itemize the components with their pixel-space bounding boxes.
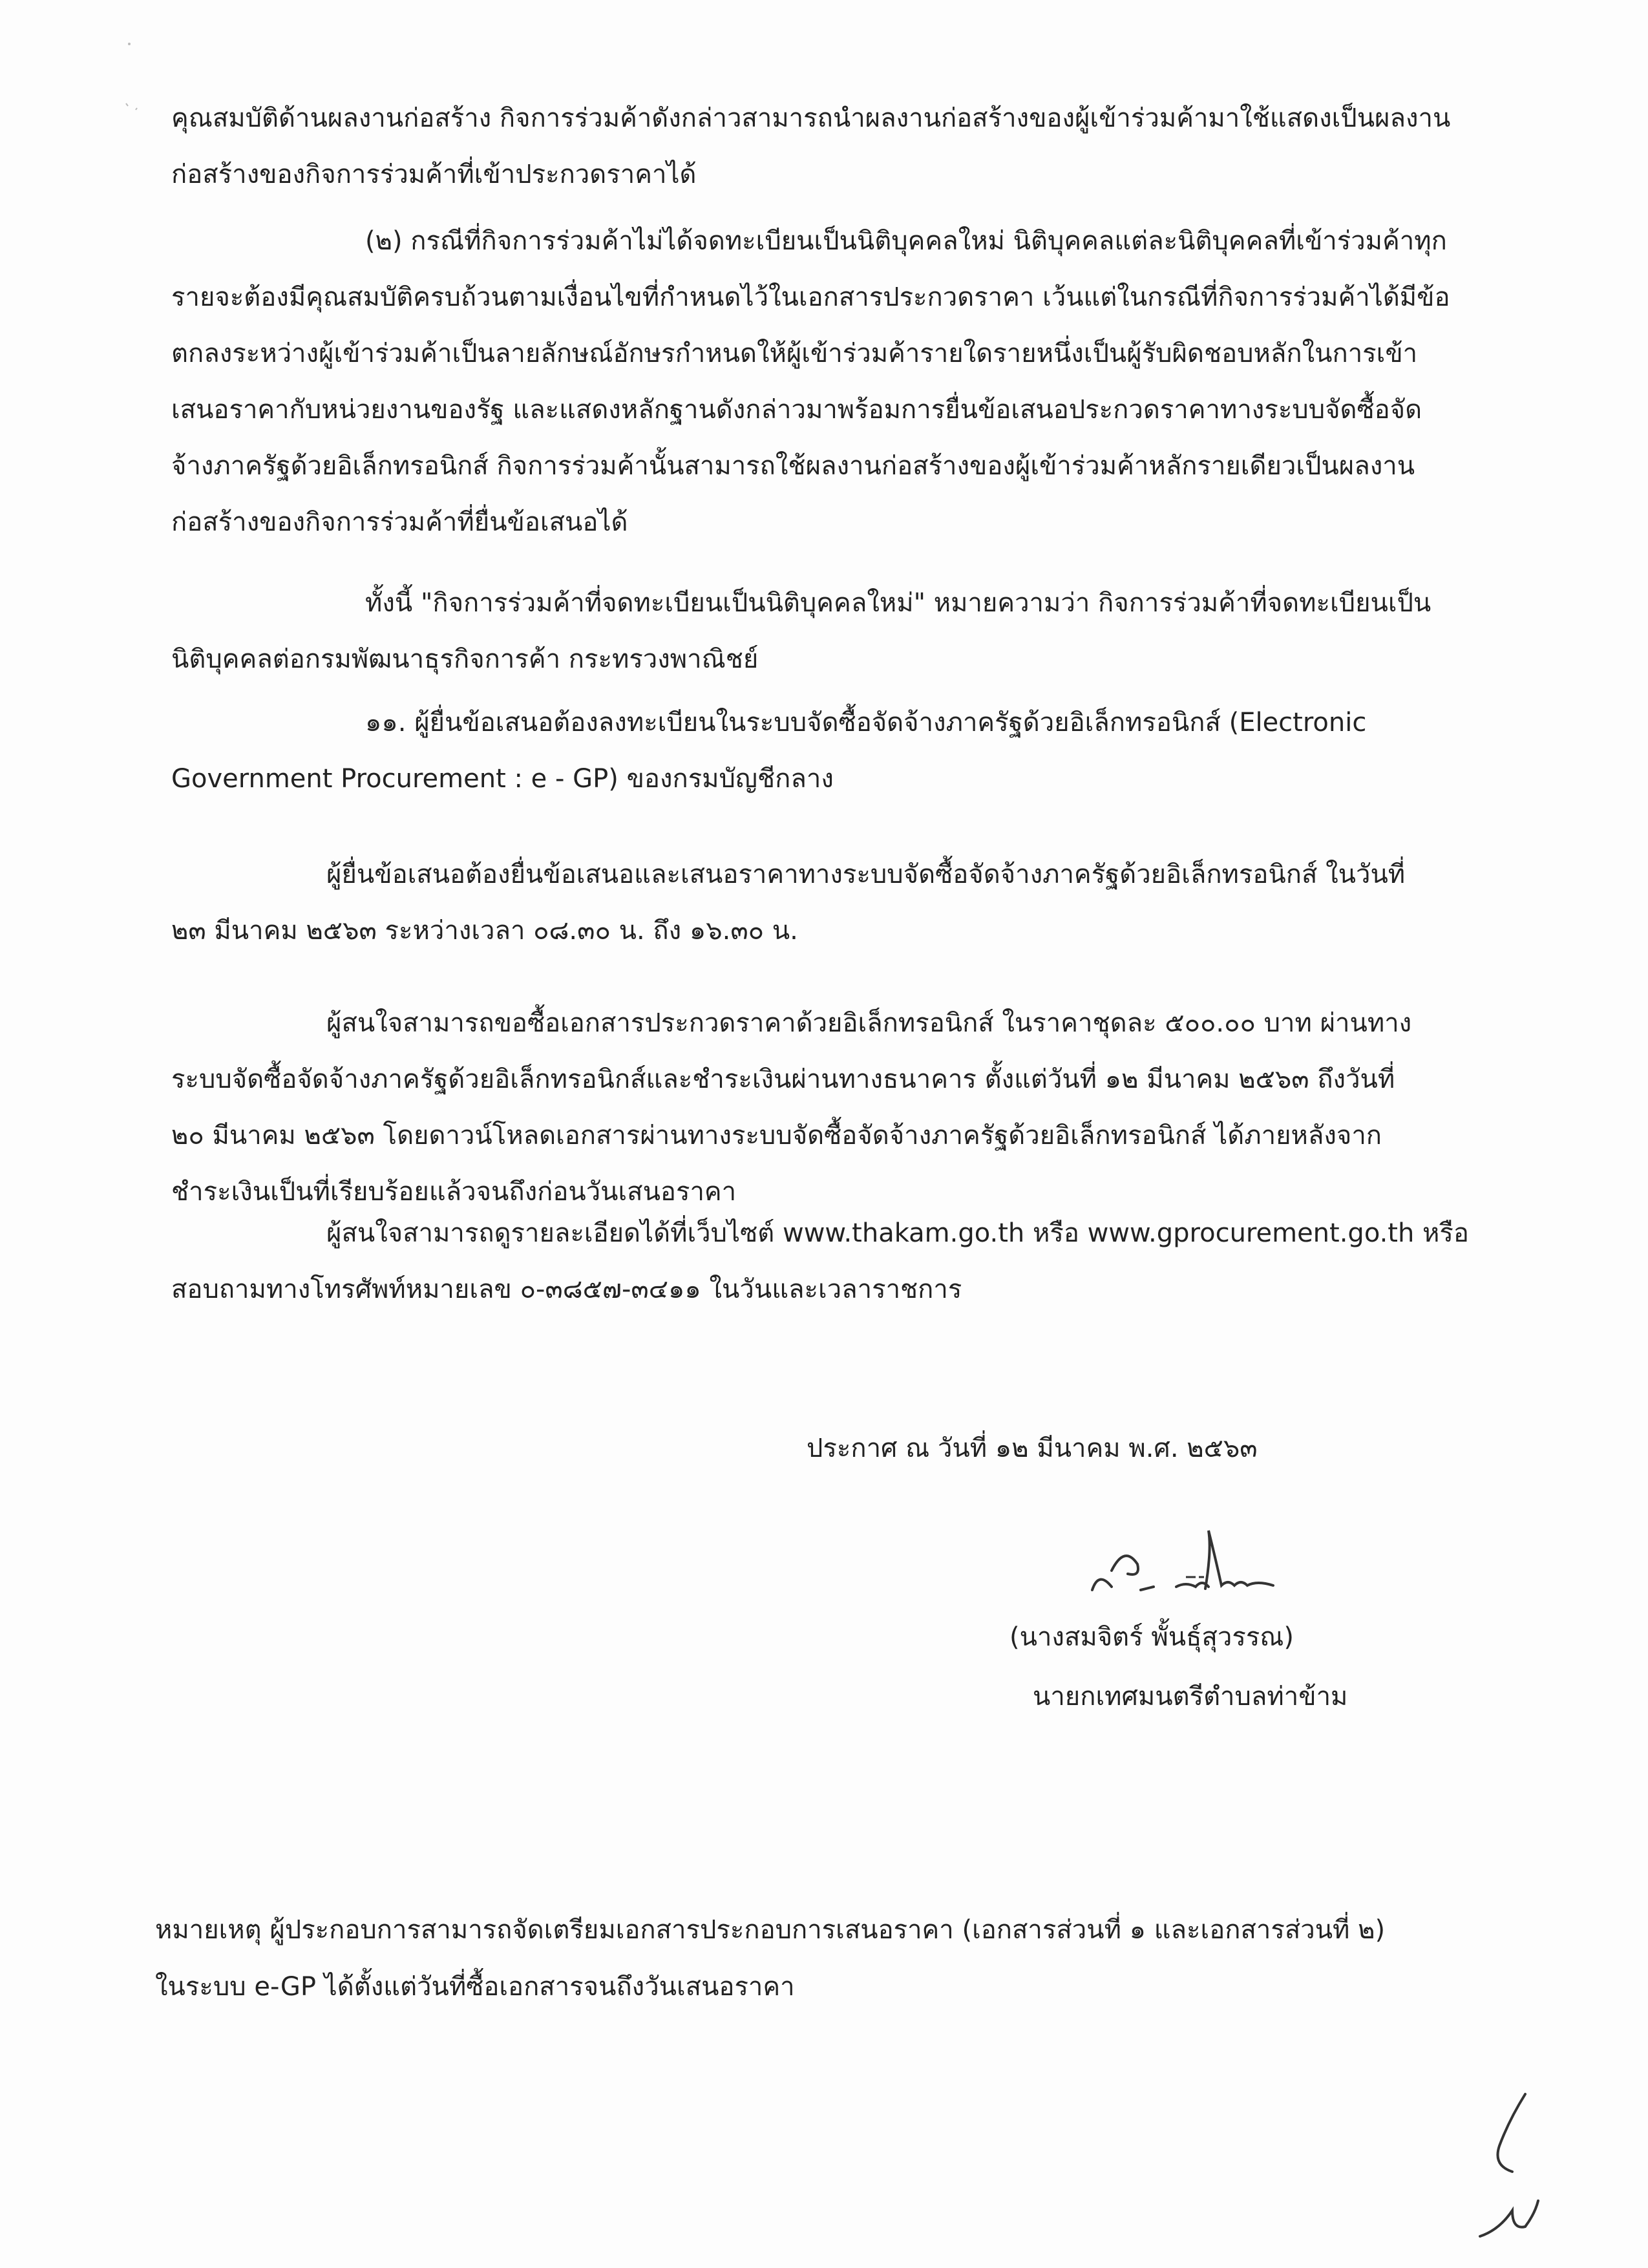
purchase-paragraph [171,995,1457,1220]
text-line: นิติบุคคลต่อกรมพัฒนาธุรกิจการค้า กระทรวงพาณิชย์ [171,644,759,674]
continuation-paragraph [171,90,1457,203]
text-line: ในระบบ e-GP ได้ตั้งแต่วันที่ซื้อเอกสารจนถึงวันเสนอราคา [155,1972,795,2002]
initial-signature [1441,2088,1570,2256]
text-line: คุณสมบัติด้านผลงานก่อสร้าง กิจการร่วมค้าดังกล่าวสามารถนำผลงานก่อสร้างของผู้เข้าร่วมค้ามาใช้แสดงเป็นผลงาน [171,103,1451,133]
signer-name: (นางสมจิตร์ พั้นธุ์สุวรรณ) [1009,1622,1294,1652]
text-line: จ้างภาครัฐด้วยอิเล็กทรอนิกส์ กิจการร่วมค้านั้นสามารถใช้ผลงานก่อสร้างของผู้เข้าร่วมค้าหลักรายเดียวเป็นผลงาน [171,451,1415,481]
text-line: ผู้สนใจสามารถดูรายละเอียดได้ที่เว็บไซต์ www.thakam.go.th หรือ www.gprocurement.go.th หรือ [326,1218,1469,1248]
text-line: ตกลงระหว่างผู้เข้าร่วมค้าเป็นลายลักษณ์อักษรกำหนดให้ผู้เข้าร่วมค้ารายใดรายหนึ่งเป็นผู้รับผิดชอบหลักในการเข้า [171,339,1418,368]
clause-2-paragraph [171,213,1457,551]
text-line: (๒) กรณีที่กิจการร่วมค้าไม่ได้จดทะเบียนเป็นนิติบุคคลใหม่ นิติบุคคลแต่ละนิติบุคคลที่เข้าร่วมค้าทุก [365,226,1447,256]
text-line: ทั้งนี้ "กิจการร่วมค้าที่จดทะเบียนเป็นนิติบุคคลใหม่" หมายความว่า กิจการร่วมค้าที่จดทะเบียนเป็น [365,588,1431,618]
announcement-date: ประกาศ ณ วันที่ ๑๒ มีนาคม พ.ศ. ๒๕๖๓ [807,1434,1258,1463]
text-line: ระบบจัดซื้อจัดจ้างภาครัฐด้วยอิเล็กทรอนิกส์และชำระเงินผ่านทางธนาคาร ตั้งแต่วันที่ ๑๒ มีนาคม ๒๕๖๓ ถึงวันที่ [171,1065,1395,1094]
definition-paragraph [171,575,1457,688]
contact-paragraph [171,1205,1469,1318]
text-line: สอบถามทางโทรศัพท์หมายเลข ๐-๓๘๕๗-๓๔๑๑ ในวันและเวลาราชการ [171,1275,962,1304]
text-line: ก่อสร้างของกิจการร่วมค้าที่เข้าประกวดราคาได้ [171,160,697,189]
text-line: ผู้ยื่นข้อเสนอต้องยื่นข้อเสนอและเสนอราคาทางระบบจัดซื้อจัดจ้างภาครัฐด้วยอิเล็กทรอนิกส์ ในวันที่ [326,860,1406,889]
text-line: หมายเหตุ ผู้ประกอบการสามารถจัดเตรียมเอกสารประกอบการเสนอราคา (เอกสารส่วนที่ ๑ และเอกสารส่วนที่ ๒) [155,1915,1386,1945]
signature [1066,1525,1338,1622]
text-line: ๒๓ มีนาคม ๒๕๖๓ ระหว่างเวลา ๐๘.๓๐ น. ถึง ๑๖.๓๐ น. [171,916,798,946]
text-line: ผู้สนใจสามารถขอซื้อเอกสารประกวดราคาด้วยอิเล็กทรอนิกส์ ในราคาชุดละ ๕๐๐.๐๐ บาท ผ่านทาง [326,1008,1412,1038]
scan-speck-marks [123,39,174,136]
submission-paragraph [171,847,1457,959]
text-line: ชำระเงินเป็นที่เรียบร้อยแล้วจนถึงก่อนวันเสนอราคา [171,1177,737,1207]
text-line: ๒๐ มีนาคม ๒๕๖๓ โดยดาวน์โหลดเอกสารผ่านทางระบบจัดซื้อจัดจ้างภาครัฐด้วยอิเล็กทรอนิกส์ ได้ภายหลังจาก [171,1121,1382,1150]
text-line: Government Procurement : e - GP) ของกรมบัญชีกลาง [171,764,834,794]
text-line: รายจะต้องมีคุณสมบัติครบถ้วนตามเงื่อนไขที่กำหนดไว้ในเอกสารประกวดราคา เว้นแต่ในกรณีที่กิจการร่วมค้าได้มีข้อ [171,282,1450,312]
signer-title: นายกเทศมนตรีตำบลท่าข้าม [1033,1682,1348,1712]
note-paragraph [155,1902,1480,2015]
text-line: เสนอราคากับหน่วยงานของรัฐ และแสดงหลักฐานดังกล่าวมาพร้อมการยื่นข้อเสนอประกวดราคาทางระบบจัดซื้อจัด [171,395,1422,425]
text-line: ๑๑. ผู้ยื่นข้อเสนอต้องลงทะเบียนในระบบจัดซื้อจัดจ้างภาครัฐด้วยอิเล็กทรอนิกส์ (Electronic [365,708,1367,737]
item-11-paragraph [171,695,1457,807]
text-line: ก่อสร้างของกิจการร่วมค้าที่ยื่นข้อเสนอได้ [171,507,628,537]
